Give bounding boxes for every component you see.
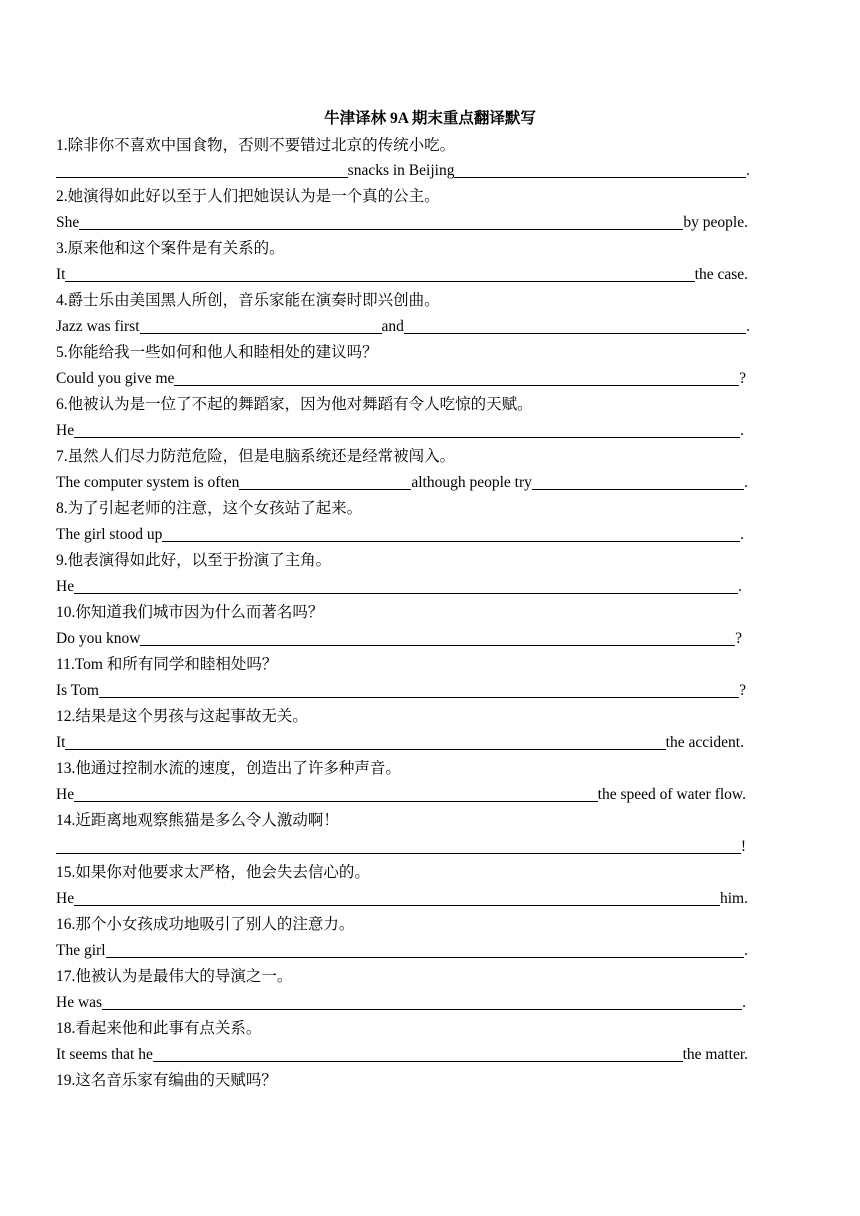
answer-text: the speed of water flow. [597, 786, 746, 803]
question-6: 6.他被认为是一位了不起的舞蹈家，因为他对舞蹈有令人吃惊的天赋。 [56, 396, 533, 413]
answer-text: She [56, 214, 80, 231]
question-12: 12.结果是这个男孩与这起事故无关。 [56, 708, 308, 725]
answer-blank[interactable] [454, 161, 746, 178]
question-1: 1.除非你不喜欢中国食物，否则不要错过北京的传统小吃。 [56, 137, 456, 154]
answer-text: although people try [411, 474, 532, 491]
answer-blank[interactable] [162, 525, 740, 542]
answer-text: and [381, 318, 404, 335]
answer-line-13 [56, 785, 746, 805]
answer-blank[interactable] [65, 733, 665, 750]
answer-text: He was [56, 994, 103, 1011]
answer-line-17 [56, 993, 746, 1013]
answer-text: . [740, 526, 744, 543]
answer-line-11 [56, 681, 746, 701]
answer-text: The girl [56, 942, 106, 959]
question-14: 14.近距离地观察熊猫是多么令人激动啊！ [56, 812, 339, 829]
question-17: 17.他被认为是最伟大的导演之一。 [56, 968, 293, 985]
answer-blank[interactable] [239, 473, 411, 490]
answer-line-1 [56, 161, 750, 181]
answer-text: . [746, 162, 750, 179]
answer-line-18 [56, 1045, 748, 1065]
answer-text: . [746, 318, 750, 335]
answer-blank[interactable] [79, 213, 683, 230]
question-11: 11.Tom 和所有同学和睦相处吗？ [56, 656, 278, 673]
answer-text: ! [740, 838, 746, 855]
question-13: 13.他通过控制水流的速度，创造出了许多种声音。 [56, 760, 401, 777]
answer-line-8 [56, 525, 744, 545]
answer-blank[interactable] [532, 473, 744, 490]
answer-line-16 [56, 941, 748, 961]
answer-blank[interactable] [99, 681, 739, 698]
question-5: 5.你能给我一些如何和他人和睦相处的建议吗？ [56, 344, 378, 361]
question-15: 15.如果你对他要求太严格，他会失去信心的。 [56, 864, 370, 881]
answer-blank[interactable] [140, 317, 382, 334]
answer-text: He [56, 786, 75, 803]
answer-blank[interactable] [106, 941, 745, 958]
answer-text: . [744, 942, 748, 959]
answer-line-7 [56, 473, 748, 493]
answer-text: . [738, 578, 742, 595]
answer-text: him. [720, 890, 748, 907]
answer-text: ? [739, 682, 746, 699]
answer-text: the accident. [665, 734, 744, 751]
question-18: 18.看起来他和此事有点关系。 [56, 1020, 262, 1037]
answer-blank[interactable] [404, 317, 746, 334]
answer-line-12 [56, 733, 744, 753]
question-8: 8.为了引起老师的注意，这个女孩站了起来。 [56, 500, 363, 517]
answer-text: Jazz was first [56, 318, 140, 335]
question-4: 4.爵士乐由美国黑人所创，音乐家能在演奏时即兴创曲。 [56, 292, 440, 309]
question-7: 7.虽然人们尽力防范危险，但是电脑系统还是经常被闯入。 [56, 448, 456, 465]
question-2: 2.她演得如此好以至于人们把她误认为是一个真的公主。 [56, 188, 440, 205]
answer-blank[interactable] [56, 837, 741, 854]
question-3: 3.原来他和这个案件是有关系的。 [56, 240, 285, 257]
answer-text: . [744, 474, 748, 491]
answer-blank[interactable] [140, 629, 735, 646]
answer-line-6 [56, 421, 744, 441]
answer-text: the case. [694, 266, 748, 283]
answer-text: . [742, 994, 746, 1011]
answer-blank[interactable] [102, 993, 742, 1010]
answer-text: It [56, 734, 66, 751]
answer-blank[interactable] [56, 161, 348, 178]
answer-blank[interactable] [65, 265, 694, 282]
answer-text: ? [735, 630, 742, 647]
answer-line-14 [56, 837, 746, 857]
answer-text: Could you give me [56, 370, 175, 387]
page-title: 牛津译林 9A 期末重点翻译默写 [324, 110, 536, 127]
answer-text: The computer system is often [56, 474, 240, 491]
answer-text: the matter. [682, 1046, 748, 1063]
answer-text: It [56, 266, 66, 283]
answer-blank[interactable] [74, 889, 720, 906]
answer-line-2 [56, 213, 748, 233]
answer-text: He [56, 890, 75, 907]
answer-text: He [56, 578, 75, 595]
answer-line-5 [56, 369, 746, 389]
answer-line-3 [56, 265, 748, 285]
answer-text: . [740, 422, 744, 439]
answer-blank[interactable] [74, 421, 740, 438]
answer-text: He [56, 422, 75, 439]
answer-blank[interactable] [74, 577, 738, 594]
answer-line-10 [56, 629, 742, 649]
question-16: 16.那个小女孩成功地吸引了别人的注意力。 [56, 916, 355, 933]
answer-text: snacks in Beijing [347, 162, 455, 179]
answer-blank[interactable] [174, 369, 739, 386]
answer-text: Do you know [56, 630, 141, 647]
answer-line-4 [56, 317, 750, 337]
answer-text: The girl stood up [56, 526, 163, 543]
question-19: 19.这名音乐家有编曲的天赋吗？ [56, 1072, 277, 1089]
answer-text: Is Tom [56, 682, 99, 699]
answer-text: by people. [683, 214, 748, 231]
answer-line-9 [56, 577, 742, 597]
answer-text: It seems that he [56, 1046, 153, 1063]
answer-text: ? [739, 370, 746, 387]
answer-blank[interactable] [74, 785, 598, 802]
answer-blank[interactable] [153, 1045, 683, 1062]
answer-line-15 [56, 889, 748, 909]
question-10: 10.你知道我们城市因为什么而著名吗？ [56, 604, 324, 621]
question-9: 9.他表演得如此好，以至于扮演了主角。 [56, 552, 332, 569]
